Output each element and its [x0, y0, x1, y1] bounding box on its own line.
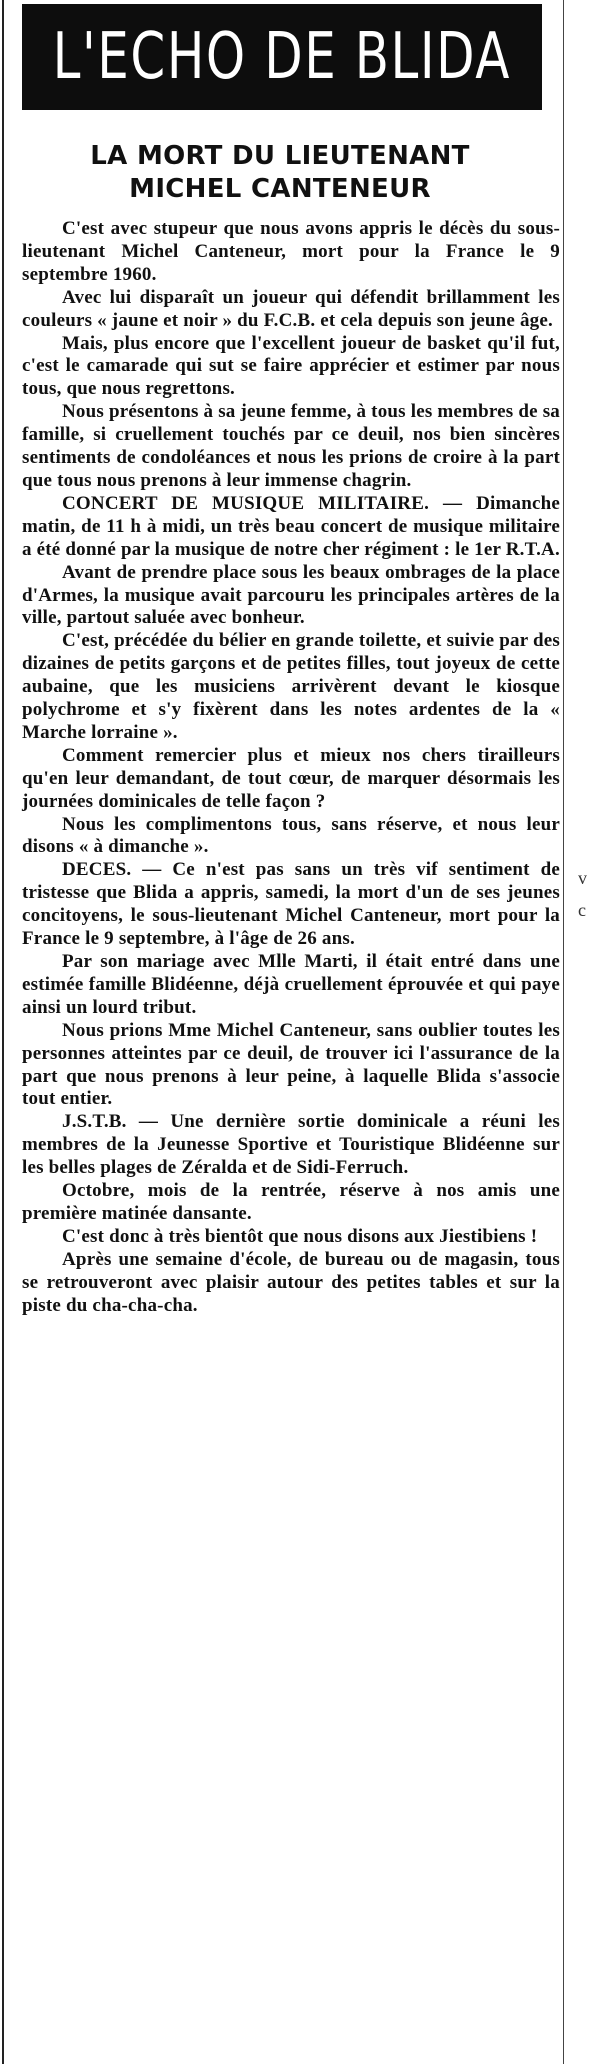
article-paragraph: [22, 493, 560, 562]
article-paragraph: [22, 814, 560, 860]
paragraph-text: — Ce n'est pas sans un très vif sentiment de tristesse que Blida a appris, samedi, la mort d'un de ses jeunes concitoyens, le sous-lieutenant Michel Canteneur, mort pour la France le 9 septembre, à l'âge de 26 ans.: [22, 859, 560, 950]
article-paragraph: [22, 951, 560, 1020]
paragraph-text: Par son mariage avec Mlle Marti, il était entré dans une estimée famille Blidéenne, déjà cruellement éprouvée et qui paye ainsi un lourd tribut.: [22, 951, 560, 1018]
article-paragraph: [22, 333, 560, 402]
section-lead: J.S.T.B.: [62, 1111, 127, 1133]
adjacent-column-fragment: c: [578, 900, 586, 920]
masthead-banner: [22, 4, 542, 110]
section-lead: DECES.: [62, 859, 132, 881]
paragraph-text: C'est donc à très bientôt que nous disons aux Jiestibiens !: [62, 1225, 538, 1247]
section-lead: CONCERT DE MUSIQUE MILITAIRE.: [62, 492, 430, 514]
article-paragraph: [22, 218, 560, 287]
article-paragraph: [22, 1249, 560, 1318]
paragraph-text: C'est, précédée du bélier en grande toilette, et suivie par des dizaines de petits garçons et de petites filles, tout joyeux de cette aubaine, que les musiciens arrivèrent devant le kiosque polychrome et s'y fixèrent dans les notes ardentes de la « Marche lorraine ».: [22, 630, 560, 743]
article-paragraph: [22, 1180, 560, 1226]
article-paragraph: [22, 630, 560, 745]
paragraph-text: Comment remercier plus et mieux nos chers tirailleurs qu'en leur demandant, de tout cœur, de marquer désormais les journées dominicales de telle façon ?: [22, 744, 560, 812]
masthead-title: L'ECHO DE BLIDA: [52, 20, 512, 94]
article-paragraph: [22, 562, 560, 631]
headline-line-2: MICHEL CANTENEUR: [129, 174, 431, 204]
paragraph-text: Nous prions Mme Michel Canteneur, sans oublier toutes les personnes atteintes par ce deuil, de trouver ici l'assurance de la part que nous prenons à leur peine, à laquelle Blida s'associe tout entier.: [22, 1019, 560, 1110]
article-paragraph: [22, 745, 560, 814]
left-column-rule: [2, 0, 4, 2064]
headline-line-1: LA MORT DU LIEUTENANT: [90, 141, 470, 171]
article-headline: [30, 140, 530, 206]
paragraph-text: Nous les complimentons tous, sans réserve, et nous leur disons « à dimanche ».: [22, 813, 560, 858]
article-paragraph: [22, 401, 560, 493]
paragraph-text: Après une semaine d'école, de bureau ou de magasin, tous se retrouveront avec plaisir autour des petites tables et sur la piste du cha-cha-cha.: [22, 1248, 560, 1316]
article-body: [22, 218, 560, 1318]
right-column-rule: [563, 0, 564, 2064]
article-paragraph: [22, 1111, 560, 1180]
adjacent-column-fragment: v: [578, 868, 587, 888]
article-paragraph: [22, 1020, 560, 1112]
paragraph-text: — Dimanche matin, de 11 h à midi, un très beau concert de musique militaire a été donné par la musique de notre cher régiment : le 1er R.T.A.: [22, 492, 560, 560]
paragraph-text: Octobre, mois de la rentrée, réserve à nos amis une première matinée dansante.: [22, 1180, 560, 1224]
article-paragraph: [22, 859, 560, 951]
paragraph-text: Avec lui disparaît un joueur qui défendit brillamment les couleurs « jaune et noir » du F.C.B. et cela depuis son jeune âge.: [22, 286, 560, 331]
article-paragraph: [22, 287, 560, 333]
article-paragraph: [22, 1226, 560, 1249]
paragraph-text: C'est avec stupeur que nous avons appris le décès du sous-lieutenant Michel Canteneur, mort pour la France le 9 septembre 1960.: [22, 218, 560, 285]
paragraph-text: Mais, plus encore que l'excellent joueur de basket qu'il fut, c'est le camarade qui sut se faire apprécier et estimer par nous tous, que nous regrettons.: [22, 332, 560, 400]
paragraph-text: Avant de prendre place sous les beaux ombrages de la place d'Armes, la musique avait parcouru les principales artères de la ville, partout saluée avec bonheur.: [22, 561, 560, 629]
paragraph-text: — Une dernière sortie dominicale a réuni les membres de la Jeunesse Sportive et Touristique Blidéenne sur les belles plages de Zéralda et de Sidi-Ferruch.: [22, 1111, 560, 1179]
paragraph-text: Nous présentons à sa jeune femme, à tous les membres de sa famille, si cruellement touchés par ce deuil, nos bien sincères sentiments de condoléances et nous les prions de croire à la part que tous nous prenons à leur immense chagrin.: [22, 401, 560, 491]
